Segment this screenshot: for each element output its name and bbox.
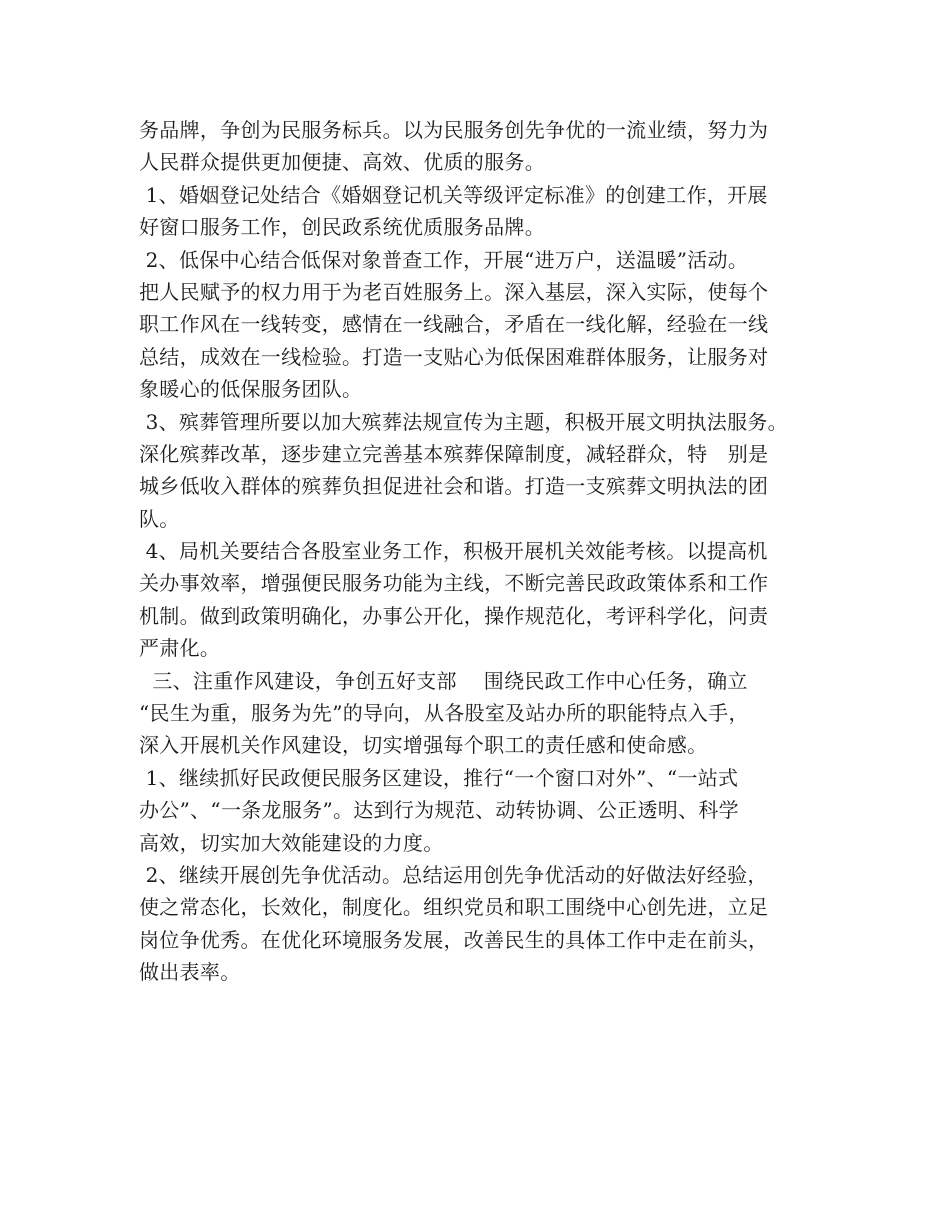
text-line: 办公”、“一条龙服务”。达到行为规范、动转协调、公正透明、科学: [139, 798, 739, 823]
text-line: 三、注重作风建设，争创五好支部 围绕民政工作中心任务，确立: [139, 668, 748, 693]
text-line: 职工作风在一线转变，感情在一线融合，矛盾在一线化解，经验在一线: [139, 312, 769, 337]
text-line: 2、继续开展创先争优活动。总结运用创先争优活动的好做法好经验，: [139, 862, 768, 887]
text-line: 1、婚姻登记处结合《婚姻登记机关等级评定标准》的创建工作，开展: [139, 182, 768, 207]
text-line: 总结，成效在一线检验。打造一支贴心为低保困难群体服务，让服务对: [139, 344, 769, 369]
text-line: 好窗口服务工作，创民政系统优质服务品牌。: [139, 215, 545, 240]
text-line: 使之常态化，长效化，制度化。组织党员和职工围绕中心创先进，立足: [139, 895, 769, 920]
text-line: 深入开展机关作风建设，切实增强每个职工的责任感和使命感。: [139, 733, 708, 758]
text-line: 2、低保中心结合低保对象普查工作，开展“进万户，送温暖”活动。: [139, 247, 749, 272]
text-line: 岗位争优秀。在优化环境服务发展，改善民生的具体工作中走在前头，: [139, 927, 769, 952]
text-line: 4、局机关要结合各股室业务工作，积极开展机关效能考核。以提高机: [139, 539, 768, 564]
text-line: 象暖心的低保服务团队。: [139, 377, 363, 402]
text-line: 人民群众提供更加便捷、高效、优质的服务。: [139, 150, 545, 175]
text-line: 3、殡葬管理所要以加大殡葬法规宣传为主题，积极开展文明执法服务。: [139, 409, 788, 434]
text-line: 严肃化。: [139, 636, 221, 661]
text-line: 城乡低收入群体的殡葬负担促进社会和谐。打造一支殡葬文明执法的团: [139, 474, 769, 499]
text-line: 机制。做到政策明确化，办事公开化，操作规范化，考评科学化，问责: [139, 603, 769, 628]
text-line: 做出表率。: [139, 960, 241, 985]
document-body: [139, 114, 839, 989]
text-line: “民生为重，服务为先”的导向，从各股室及站办所的职能特点入手，: [139, 701, 749, 726]
text-line: 务品牌，争创为民服务标兵。以为民服务创先争优的一流业绩，努力为: [139, 118, 769, 142]
text-line: 1、继续抓好民政便民服务区建设，推行“一个窗口对外”、“一站式: [139, 765, 739, 790]
text-line: 高效，切实加大效能建设的力度。: [139, 830, 444, 855]
text-line: 队。: [139, 506, 180, 531]
text-line: 深化殡葬改革，逐步建立完善基本殡葬保障制度，减轻群众，特 别是: [139, 441, 769, 466]
text-line: 把人民赋予的权力用于为老百姓服务上。深入基层，深入实际，使每个: [139, 279, 769, 304]
text-line: 关办事效率，增强便民服务功能为主线，不断完善民政政策体系和工作: [139, 571, 769, 596]
